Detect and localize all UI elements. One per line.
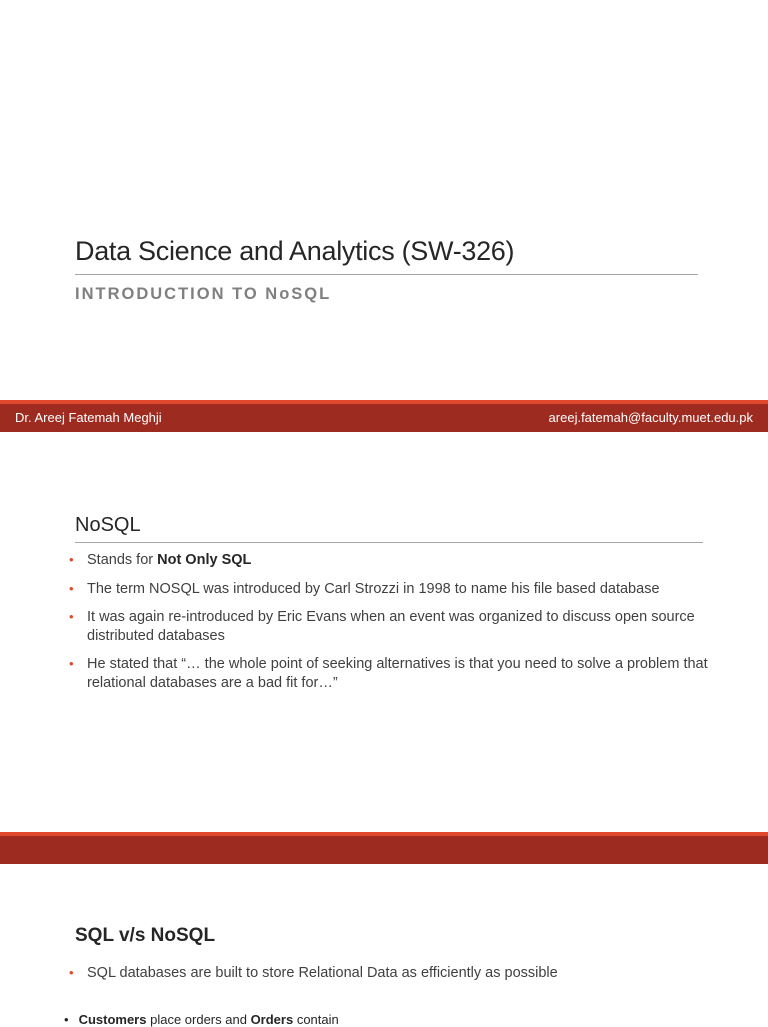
slide-sql-vs-nosql: [0, 864, 768, 1027]
slide-sql-vs-nosql-heading: SQL v/s NoSQL: [75, 925, 216, 946]
bullet-item: [69, 608, 709, 645]
bold-term: Orders: [250, 1012, 294, 1027]
black-bullet-icon: •: [64, 1012, 69, 1027]
slide-title-heading: Data Science and Analytics (SW-326): [75, 236, 515, 266]
slide-title: [0, 0, 768, 400]
bold-term: Customers: [78, 1012, 147, 1027]
plain-text: contain: [293, 1012, 339, 1027]
bullet-item: [69, 551, 709, 570]
heading-divider: [75, 542, 703, 543]
slide-footer-blank: [0, 836, 768, 864]
slide-nosql: [0, 432, 768, 832]
bullet-dot-icon: •: [69, 580, 74, 596]
plain-text: place orders and: [146, 1012, 251, 1027]
bullet-bold-text: Not Only SQL: [157, 552, 252, 568]
bullet-text: He stated that “… the whole point of seeking alternatives is that you need to solve a problem that relational databases are a bad fit for…”: [87, 656, 708, 691]
bullet-dot-icon: •: [69, 552, 74, 567]
slide-subtitle: INTRODUCTION TO NoSQL: [75, 285, 332, 303]
bullet-dot-icon: •: [69, 609, 74, 624]
bullet-item: [69, 964, 709, 983]
embedded-bullet-text: [64, 1012, 339, 1027]
bullet-dot-icon: •: [69, 965, 74, 980]
bullet-item: [69, 655, 709, 692]
title-divider: [75, 274, 698, 275]
slide-footer: [0, 404, 768, 432]
bullet-text: Stands for: [87, 552, 158, 568]
bullet-list: [69, 964, 709, 993]
slide-nosql-heading: NoSQL: [75, 514, 141, 536]
bullet-dot-icon: •: [69, 656, 74, 671]
bullet-item: [69, 580, 709, 599]
bullet-text: The term NOSQL was introduced by Carl Strozzi in 1998 to name his file based database: [87, 580, 660, 597]
footer-email: areej.fatemah@faculty.muet.edu.pk: [548, 410, 753, 425]
footer-author: Dr. Areej Fatemah Meghji: [15, 410, 162, 425]
bullet-text: It was again re-introduced by Eric Evans when an event was organized to discuss open source distributed databases: [87, 609, 695, 644]
bullet-text: SQL databases are built to store Relational Data as efficiently as possible: [87, 965, 558, 981]
bullet-list: [69, 551, 709, 702]
